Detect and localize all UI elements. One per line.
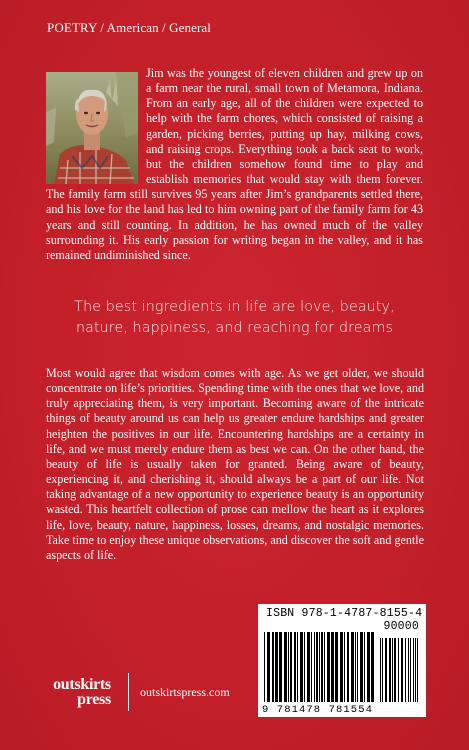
barcode-bar xyxy=(297,632,298,702)
barcode-bar xyxy=(267,632,270,702)
barcode-bar xyxy=(340,632,343,702)
barcode-bar xyxy=(290,632,292,702)
barcode-bar xyxy=(367,632,370,702)
barcode-addon-bar xyxy=(394,638,396,702)
barcode-bar xyxy=(279,632,282,702)
barcode-bar xyxy=(264,632,265,702)
quote-line-1: The best ingredients in life are love, beauty, xyxy=(74,299,395,315)
publisher-logo xyxy=(46,677,118,707)
barcode-addon-bar xyxy=(413,638,414,702)
barcode-bar xyxy=(294,632,296,702)
barcode-bar xyxy=(304,632,305,702)
barcode-addon-bar xyxy=(382,638,383,702)
author-bio-text: Jim was the youngest of eleven children and grew up on a farm near the rural, small town of Metamora, Indiana. From an early age, all of the children were expected to help with the farm chores, which consisted of raising a garden, picking berries, putting up hay, milking cows, and raising crops. Everything took a back seat to work, but the children somehow found time to play and establish memories that would stay with them forever. The family farm still survives 95 years after Jim’s grandparents settled there, and his love for the land has led to him owning part of the family farm for 43 years and still counting. In addition, he has owned much of the valley surrounding it. His early passion for writing began in the valley, and it has remained undiminished since. xyxy=(46,66,423,262)
logo-line-2: press xyxy=(77,691,111,708)
barcode-addon-bar xyxy=(408,638,409,702)
book-description: Most would agree that wisdom comes with age. As we get older, we should concentrate on life’s priorities. Spending time with the ones that we love, and truly appreciating them, is very important. Becoming aware of the intricate things of beauty around us can help us greater endure hardships and greater heighten the positives in our life. Encountering hardships are a certainty in life, and we must merely endure them as best we can. On the other hand, the beauty of life is usually taken for granted. Being aware of beauty, experiencing it, and cherishing it, should always be a part of our life. Not taking advantage of a new opportunity to experience beauty is an opportunity wasted. This heartfelt collection of prose can mellow the heart as it explores life, love, beauty, nature, happiness, losses, dreams, and nostalgic memories. Take time to enjoy these unique observations, and discover the soft and gentle aspects of life. xyxy=(46,366,424,562)
barcode-addon-bar xyxy=(392,638,393,702)
barcode-digits: 9 781478 781554 xyxy=(262,704,374,716)
category-label: POETRY / American / General xyxy=(47,20,211,35)
barcode-bar xyxy=(307,632,310,702)
barcode-bar xyxy=(355,632,356,702)
author-photo-image xyxy=(46,72,138,184)
barcode-bar xyxy=(360,632,363,702)
barcode-addon-bar xyxy=(389,638,391,702)
barcode-bar xyxy=(300,632,303,702)
isbn-number: ISBN 978-1-4787-8155-4 xyxy=(266,607,423,620)
isbn-barcode xyxy=(258,604,426,717)
barcode-addon-bar xyxy=(380,638,381,702)
barcode-bar xyxy=(327,632,330,702)
barcode-bar xyxy=(324,632,325,702)
barcode-bar xyxy=(272,632,274,702)
price-code: 90000 xyxy=(383,620,419,633)
barcode-addon-bar xyxy=(385,638,387,702)
barcode-bar xyxy=(316,632,318,702)
barcode-bar xyxy=(288,632,289,702)
barcode-addon-bar xyxy=(415,638,416,702)
barcode-addon-bar xyxy=(417,638,418,702)
tagline-quote xyxy=(40,297,429,339)
barcode-bar xyxy=(284,632,287,702)
barcode-bar xyxy=(371,632,374,702)
barcode-bar xyxy=(364,632,365,702)
barcode-bar xyxy=(344,632,345,702)
barcode-bar xyxy=(347,632,349,702)
barcode-bar xyxy=(275,632,278,702)
barcode-bar xyxy=(351,632,354,702)
barcode-addon-bar xyxy=(410,638,411,702)
author-photo xyxy=(46,72,138,184)
barcode-bar xyxy=(335,632,338,702)
barcode-bar xyxy=(331,632,334,702)
barcode-addon-bar xyxy=(405,638,406,702)
publisher-block xyxy=(46,670,230,714)
barcode-bars xyxy=(264,632,420,704)
barcode-bar xyxy=(357,632,358,702)
barcode-bar xyxy=(311,632,312,702)
barcode-bar xyxy=(314,632,315,702)
logo-line-1: outskirts xyxy=(53,676,111,693)
barcode-bar xyxy=(321,632,323,702)
quote-line-2: nature, happiness, and reaching for dreams xyxy=(75,320,394,336)
publisher-divider xyxy=(128,673,129,711)
barcode-addon-bar xyxy=(398,638,399,702)
publisher-website: outskirtspress.com xyxy=(140,684,230,699)
barcode-bar xyxy=(319,632,320,702)
barcode-addon-bar xyxy=(401,638,403,702)
